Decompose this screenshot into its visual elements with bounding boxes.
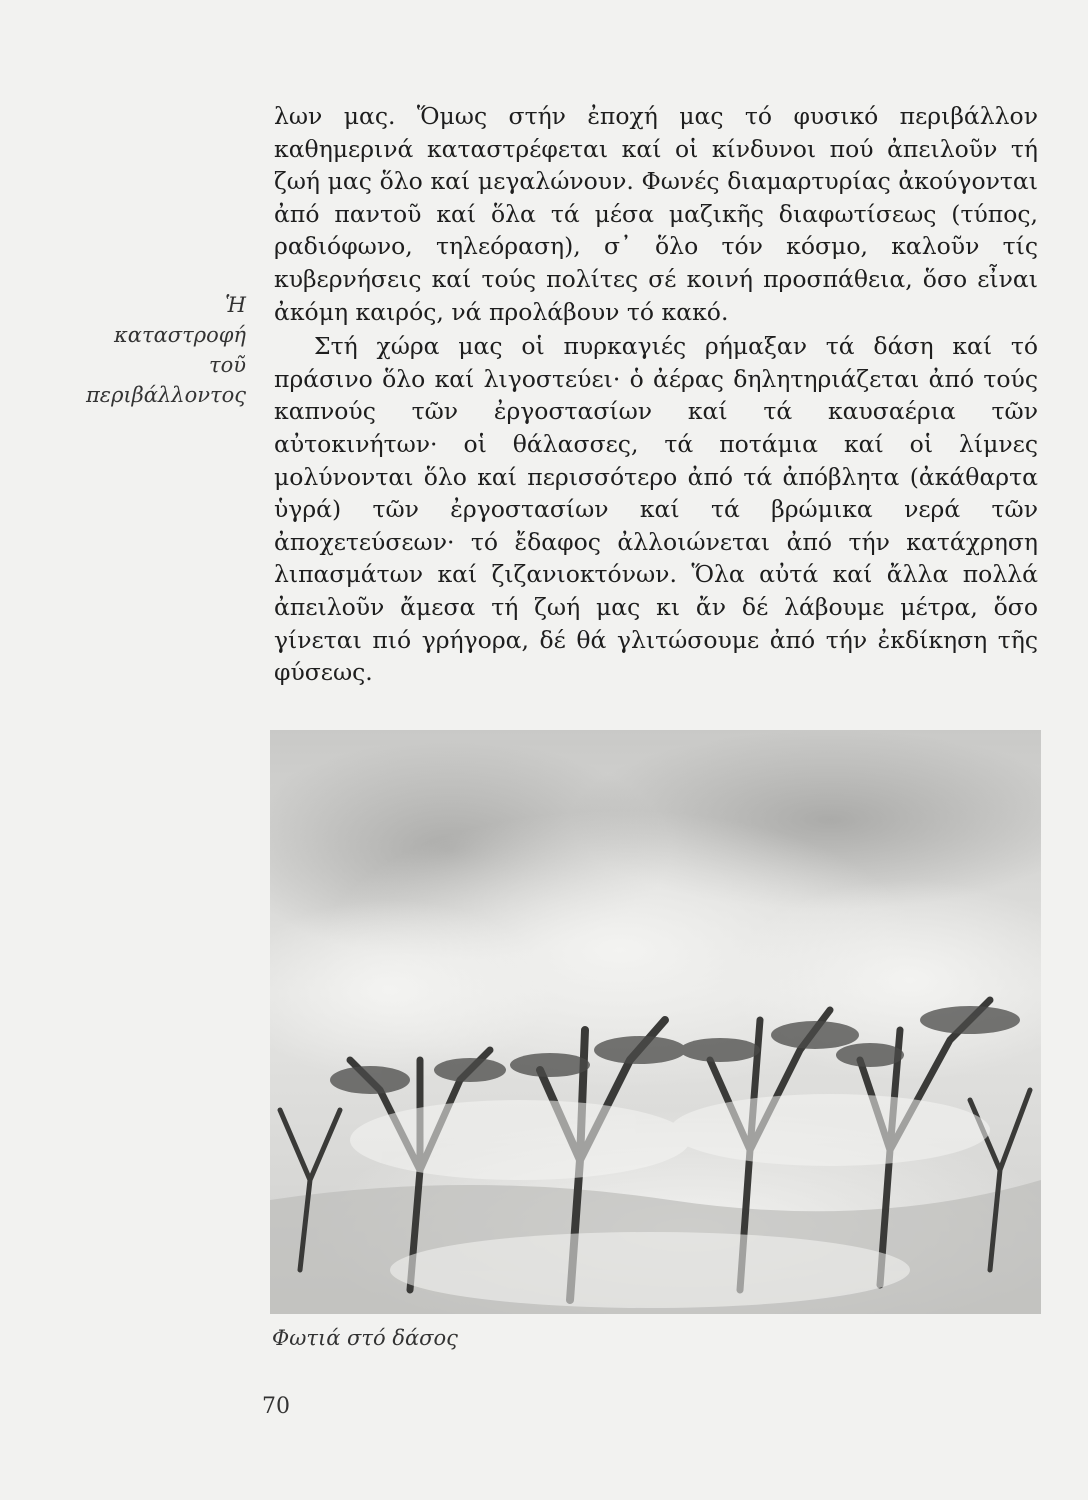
margin-note: [86, 290, 246, 410]
page-number: 70: [262, 1394, 290, 1419]
paragraph-2: Στή χώρα μας οἱ πυρκαγιές ρήμαξαν τά δάση καί τό πράσινο ὅλο καί λιγοστεύει· ὁ ἀέρας δηλητηριάζεται ἀπό τούς καπνούς τῶν ἐργοστασίων καί τά καυσαέρια τῶν αὐτοκινήτων· οἱ θάλασσες, τά ποτάμια καί οἱ λίμνες μολύνονται ὅλο καί περισσότερο ἀπό τά ἀπόβλητα (ἀκάθαρτα ὑγρά) τῶν ἐργοστασίων καί τά βρώμικα νερά τῶν ἀποχετεύσεων· τό ἔδαφος ἀλλοιώνεται ἀπό τήν κατάχρηση λιπασμάτων καί ζιζανιοκτόνων. Ὅλα αὐτά καί ἄλλα πολλά ἀπειλοῦν ἄμεσα τή ζωή μας κι ἄν δέ λάβουμε μέτρα, ὅσο γίνεται πιό γρήγορα, δέ θά γλιτώσουμε ἀπό τήν ἐκδίκηση τῆς φύσεως.: [274, 332, 1038, 687]
forest-fire-photo: [270, 730, 1041, 1314]
margin-note-line: καταστροφή: [114, 323, 246, 347]
figure-caption: Φωτιά στό δάσος: [272, 1326, 458, 1350]
margin-note-line: τοῦ: [208, 353, 246, 377]
margin-note-line: Ἡ: [225, 293, 246, 317]
margin-note-line: περιβάλλοντος: [86, 383, 247, 407]
paragraph-1: λων μας. Ὅμως στήν ἐποχή μας τό φυσικό περιβάλλον καθημερινά καταστρέφεται καί οἱ κίνδυνοι πού ἀπειλοῦν τή ζωή μας ὅλο καί μεγαλώνουν. Φωνές διαμαρτυρίας ἀκούγονται ἀπό παντοῦ καί ὅλα τά μέσα μαζικῆς διαφωτίσεως (τύπος, ραδιόφωνο, τηλεόραση), σ᾽ ὅλο τόν κόσμο, καλοῦν τίς κυβερνήσεις καί τούς πολίτες σέ κοινή προσπάθεια, ὅσο εἶναι ἀκόμη καιρός, νά προλάβουν τό κακό.: [274, 102, 1038, 326]
body-text: [274, 100, 1038, 689]
forest-fire-image: [270, 730, 1041, 1314]
